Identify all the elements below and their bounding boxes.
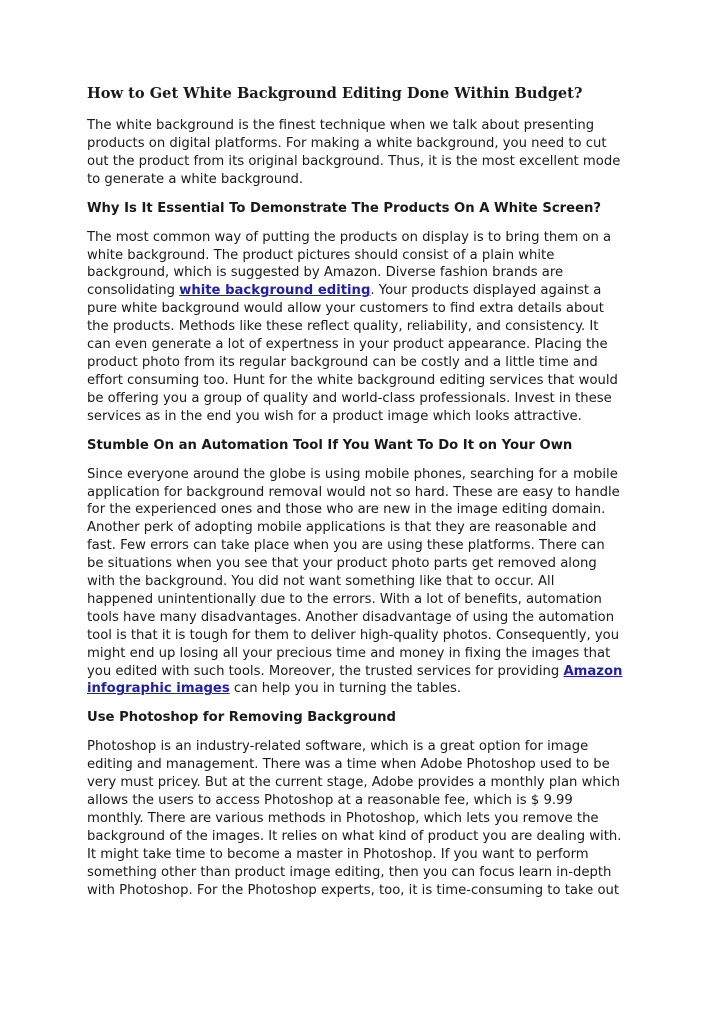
text-line: effort consuming too. Hunt for the white background editing services that would [87, 372, 618, 388]
document-page [87, 84, 632, 911]
text-line [87, 680, 632, 698]
text-line: to generate a white background. [87, 171, 304, 187]
text-line: Photoshop is an industry-related software, which is a great option for image [87, 739, 589, 755]
amazon-infographic-images-link-part2[interactable]: infographic images [87, 681, 230, 697]
text-line: with the background. You did not want something like that to occur. All [87, 574, 555, 590]
section-heading-automation-tool: Stumble On an Automation Tool If You Want To Do It on Your Own [87, 437, 573, 453]
text-line: for the experienced ones and those who are new in the image editing domain. [87, 502, 606, 518]
text-line: can even generate a lot of expertness in your product appearance. Placing the [87, 337, 608, 353]
text-line: happened unintentionally due to the errors. With a lot of benefits, automation [87, 591, 602, 607]
text-line: background, which is suggested by Amazon. Diverse fashion brands are [87, 265, 564, 281]
intro-paragraph [87, 117, 632, 189]
section-heading-photoshop: Use Photoshop for Removing Background [87, 710, 396, 726]
text-line: fast. Few errors can take place when you are using these platforms. There can [87, 538, 605, 554]
text-line: editing and management. There was a time when Adobe Photoshop used to be [87, 757, 610, 773]
text-line: out the product from its original background. Thus, it is the most excellent mode [87, 153, 621, 169]
section-heading-white-screen: Why Is It Essential To Demonstrate The Products On A White Screen? [87, 200, 602, 216]
text-line: allows the users to access Photoshop at a reasonable fee, which is $ 9.99 [87, 793, 573, 809]
text-line: background of the images. It relies on what kind of product you are dealing with. [87, 828, 622, 844]
amazon-infographic-images-link-part1[interactable]: Amazon [563, 663, 623, 679]
text-line: tools have many disadvantages. Another disadvantage of using the automation [87, 609, 615, 625]
section-automation-paragraph [87, 466, 632, 699]
text-line: pure white background would allow your customers to find extra details about [87, 301, 604, 317]
text-line: The most common way of putting the products on display is to bring them on a [87, 229, 612, 245]
text-line [87, 663, 632, 681]
text-line: The white background is the finest technique when we talk about presenting [87, 118, 595, 133]
section-white-screen-paragraph [87, 229, 632, 426]
text-fragment: you edited with such tools. Moreover, the trusted services for providing [87, 663, 564, 679]
text-line: might end up losing all your precious time and money in fixing the images that [87, 645, 611, 661]
text-line: very must pricey. But at the current stage, Adobe provides a monthly plan which [87, 775, 621, 791]
text-line: Another perk of adopting mobile applications is that they are reasonable and [87, 520, 597, 536]
text-line: Since everyone around the globe is using mobile phones, searching for a mobile [87, 466, 618, 482]
text-line: product photo from its regular background can be costly and a little time and [87, 354, 598, 370]
text-line [87, 282, 632, 300]
document-title: How to Get White Background Editing Done Within Budget? [87, 85, 583, 102]
text-line: be situations when you see that your product photo parts get removed along [87, 556, 597, 572]
text-line: monthly. There are various methods in Photoshop, which lets you remove the [87, 811, 599, 826]
text-line: the products. Methods like these reflect quality, reliability, and consistency. It [87, 319, 599, 335]
text-fragment: . Your products displayed against a [370, 283, 602, 299]
text-fragment: consolidating [87, 283, 180, 299]
text-line: services as in the end you wish for a product image which looks attractive. [87, 408, 582, 424]
section-photoshop-paragraph [87, 738, 632, 899]
text-line: with Photoshop. For the Photoshop experts, too, it is time-consuming to take out [87, 882, 620, 898]
text-line: be offering you a group of quality and world-class professionals. Invest in these [87, 390, 612, 406]
text-fragment: can help you in turning the tables. [229, 681, 462, 697]
text-line: application for background removal would not so hard. These are easy to handle [87, 484, 620, 500]
text-line: products on digital platforms. For making a white background, you need to cut [87, 135, 607, 151]
text-line: It might take time to become a master in Photoshop. If you want to perform [87, 846, 589, 862]
text-line: something other than product image editing, then you can focus learn in-depth [87, 864, 612, 880]
white-background-editing-link[interactable]: white background editing [179, 283, 371, 299]
text-line: white background. The product pictures should consist of a plain white [87, 247, 555, 263]
text-line: tool is that it is tough for them to deliver high-quality photos. Consequently, you [87, 627, 620, 643]
